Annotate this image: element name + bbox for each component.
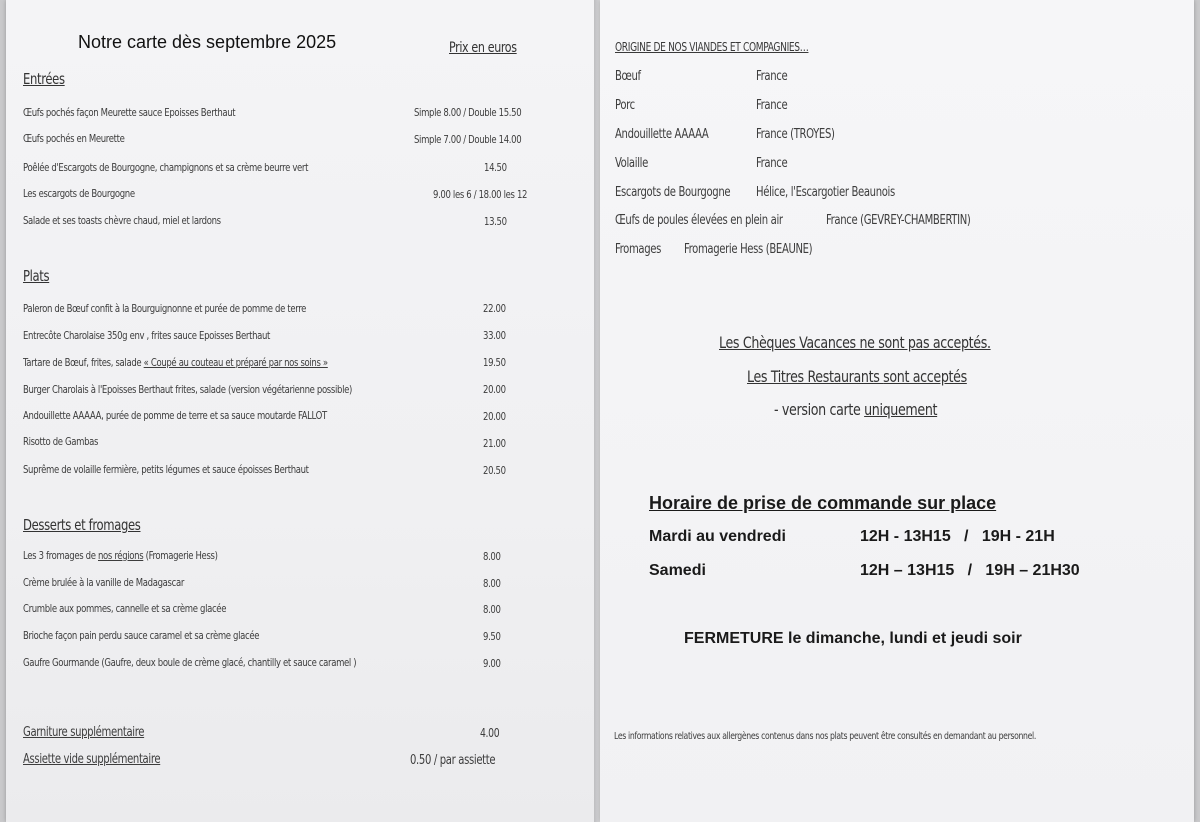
menu-item-name: Crème brulée à la vanille de Madagascar [23,576,184,589]
allergen-notice: Les informations relatives aux allergènes contenus dans nos plats peuvent être consultés en demandant au personnel. [614,731,1036,742]
origin-product: Andouillette AAAAA [615,127,709,142]
origin-country: France [756,156,788,171]
origin-product: Œufs de poules élevées en plein air [615,213,783,228]
menu-item-price: 8.00 [483,603,501,616]
menu-title: Notre carte dès septembre 2025 [78,32,337,52]
menu-item-name: Salade et ses toasts chèvre chaud, miel et lardons [23,214,221,227]
menu-item-name: Brioche façon pain perdu sauce caramel et sa crème glacée [23,629,260,642]
menu-item-name: Crumble aux pommes, cannelle et sa crème glacée [23,602,227,615]
origin-heading: ORIGINE DE NOS VIANDES ET COMPAGNIES… [615,40,809,54]
menu-item-name: Suprême de volaille fermière, petits légumes et sauce époisses Berthaut [23,463,309,476]
extra-item-price: 4.00 [480,726,500,740]
extra-item-name: Assiette vide supplémentaire [23,752,161,767]
menu-item-name: Poêlée d'Escargots de Bourgogne, champignons et sa crème beurre vert [23,161,309,174]
hours-title: Horaire de prise de commande sur place [649,493,997,513]
menu-item-price: 9.00 les 6 / 18.00 les 12 [433,188,528,201]
right-info-page [600,0,1194,822]
menu-item-price: 9.00 [483,657,501,670]
section-heading-plats: Plats [23,267,50,285]
menu-item-price: Simple 7.00 / Double 14.00 [414,133,522,146]
menu-item-price: 21.00 [483,437,506,450]
extra-item-price: 0.50 / par assiette [410,753,496,768]
origin-country: Hélice, l'Escargotier Beaunois [756,185,895,200]
closing-days [684,630,1022,648]
origin-country: France (GEVREY-CHAMBERTIN) [826,213,971,228]
menu-item-name [23,356,328,369]
section-heading-desserts: Desserts et fromages [23,516,141,534]
menu-item-name-part: nos régions [97,549,144,562]
closing-label: FERMETURE [684,630,784,647]
origin-country: Fromagerie Hess (BEAUNE) [684,242,813,257]
extra-item-name: Garniture supplémentaire [23,725,145,740]
hours-times: 12H – 13H15 / 19H – 21H30 [860,562,1080,579]
section-heading-entrees: Entrées [23,70,65,88]
menu-item-price: Simple 8.00 / Double 15.50 [414,106,522,119]
menu-item-price: 14.50 [484,161,507,174]
menu-item-price: 8.00 [483,577,501,590]
origin-product: Escargots de Bourgogne [615,185,731,200]
hours-days: Samedi [649,562,706,579]
payment-notice-part: ne sont pas acceptés. [859,333,991,352]
menu-item-name: Burger Charolais à l'Epoisses Berthaut frites, salade (version végétarienne possible) [23,383,352,396]
menu-item-name-part: Les 3 fromages de [23,549,98,562]
menu-item-price: 33.00 [483,329,506,342]
origin-product: Fromages [615,242,662,257]
menu-item-name-part: Tartare de Bœuf, frites, salade [23,356,144,369]
payment-notice-part: Les Chèques Vacances [719,333,860,352]
origin-country: France [756,98,788,113]
left-menu-page [6,0,594,822]
menu-item-price: 8.00 [483,550,501,563]
hours-times: 12H - 13H15 / 19H - 21H [860,528,1055,545]
closing-text: le dimanche, lundi et jeudi soir [783,630,1022,647]
payment-notice-card [774,400,937,419]
menu-item-price: 20.00 [483,410,506,423]
menu-item-name: Andouillette AAAAA, purée de pomme de terre et sa sauce moutarde FALLOT [23,409,327,422]
menu-item-price: 9.50 [483,630,501,643]
payment-notice-part: uniquement [864,400,938,419]
menu-item-name [23,549,218,562]
payment-notice-cheques [719,333,991,352]
origin-product: Volaille [615,156,648,171]
menu-item-price: 22.00 [483,302,506,315]
origin-country: France [756,69,788,84]
payment-notice-part: - version carte [774,400,865,419]
menu-item-name-part: (Fromagerie Hess) [143,549,218,562]
menu-item-name: Paleron de Bœuf confit à la Bourguignonne et purée de pomme de terre [23,302,307,315]
payment-notice-part: sont acceptés [883,367,967,386]
menu-item-name: Gaufre Gourmande (Gaufre, deux boule de crème glacé, chantilly et sauce caramel ) [23,656,357,669]
menu-item-price: 19.50 [483,356,506,369]
menu-item-name: Œufs pochés façon Meurette sauce Epoisses Berthaut [23,106,236,119]
menu-item-name: Entrecôte Charolaise 350g env , frites sauce Epoisses Berthaut [23,329,271,342]
menu-item-name: Œufs pochés en Meurette [23,132,125,145]
hours-days: Mardi au vendredi [649,528,786,545]
origin-product: Bœuf [615,69,641,84]
origin-country: France (TROYES) [756,127,835,142]
menu-item-price: 13.50 [484,215,507,228]
origin-product: Porc [615,98,635,113]
menu-item-price: 20.00 [483,383,506,396]
menu-item-note: « Coupé au couteau et préparé par nos soins » [143,356,328,369]
menu-item-name: Les escargots de Bourgogne [23,187,135,200]
payment-notice-part: Les Titres Restaurants [747,367,884,386]
price-header: Prix en euros [449,40,517,56]
menu-item-price: 20.50 [483,464,506,477]
menu-item-name: Risotto de Gambas [23,435,99,448]
payment-notice-titres [747,367,967,386]
